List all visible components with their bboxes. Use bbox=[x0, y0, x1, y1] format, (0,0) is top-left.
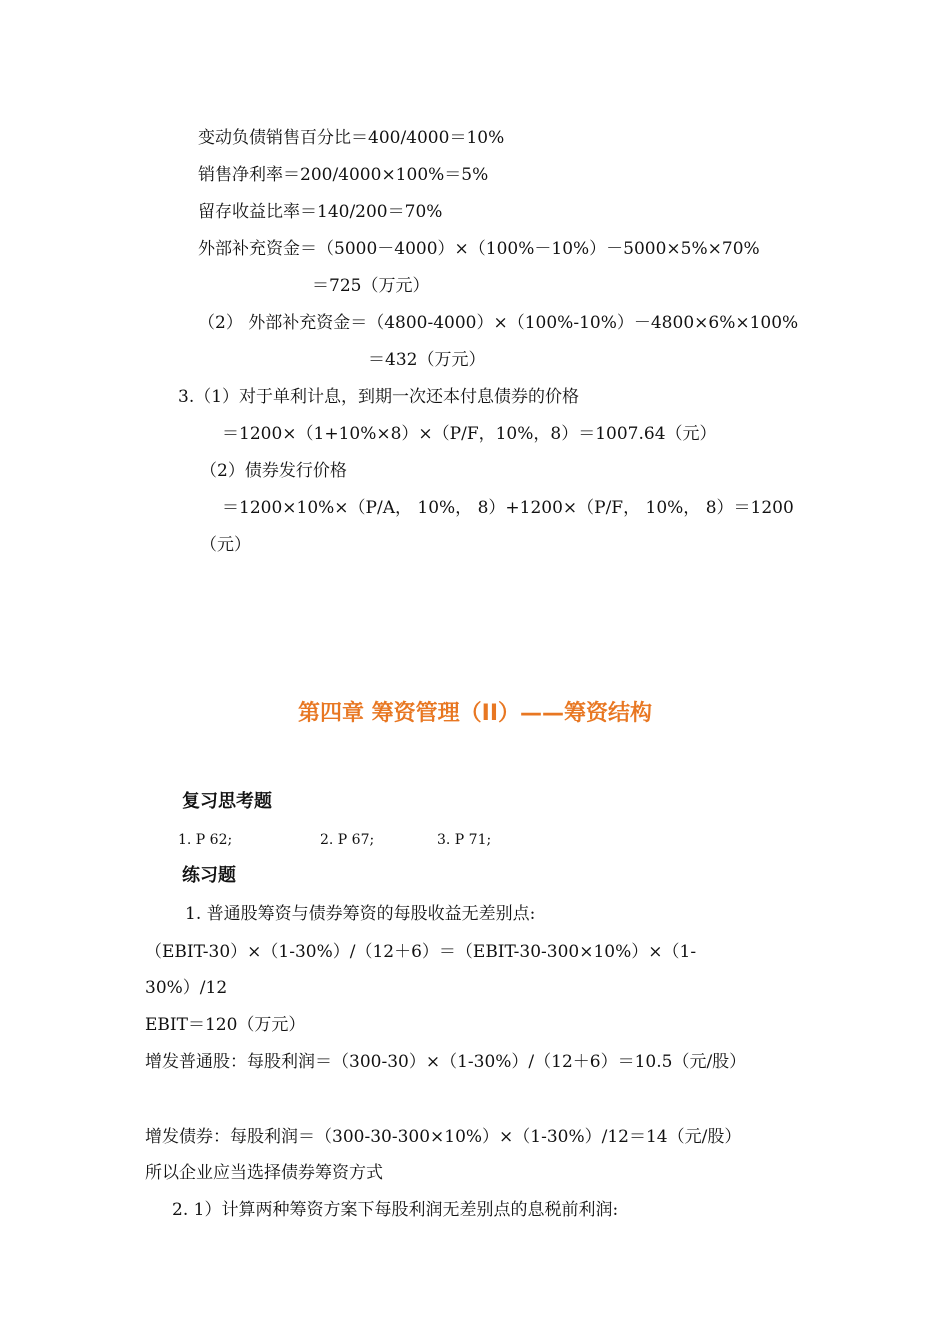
calc-line-external-funds-2-result: ＝432（万元） bbox=[368, 350, 486, 370]
question-3-part-2: （2）债券发行价格 bbox=[200, 461, 347, 481]
ebit-result: EBIT＝120（万元） bbox=[145, 1015, 306, 1035]
calc-line-net-profit-margin: 销售净利率＝200/4000×100%＝5% bbox=[198, 165, 489, 185]
chapter-title: 第四章 筹资管理（II）——筹资结构 bbox=[297, 701, 653, 726]
ebit-equation-cont: 30%）/12 bbox=[145, 978, 228, 998]
review-questions-heading: 复习思考题 bbox=[182, 791, 272, 812]
eps-common-stock: 增发普通股：每股利润＝（300-30）×（1-30%）/（12＋6）＝10.5（元/股） bbox=[145, 1052, 747, 1072]
exercise-1-intro: 1. 普通股筹资与债券筹资的每股收益无差别点: bbox=[185, 904, 536, 924]
ebit-equation: （EBIT-30）×（1-30%）/（12＋6）＝（EBIT-30-300×10%）×（1- bbox=[145, 942, 697, 962]
conclusion: 所以企业应当选择债券筹资方式 bbox=[145, 1163, 383, 1183]
calc-line-variable-liability-ratio: 变动负债销售百分比＝400/4000＝10% bbox=[198, 128, 505, 148]
issue-price-formula: ＝1200×10%×（P/A， 10%， 8）+1200×（P/F， 10%， 8）＝1200 bbox=[222, 498, 794, 518]
review-ref-1: 1. P 62; bbox=[178, 832, 233, 848]
review-ref-3: 3. P 71; bbox=[437, 832, 492, 848]
calc-line-retention-ratio: 留存收益比率＝140/200＝70% bbox=[198, 202, 443, 222]
review-ref-2: 2. P 67; bbox=[320, 832, 375, 848]
calc-line-external-funds: 外部补充资金＝（5000－4000）×（100%－10%）－5000×5%×70% bbox=[198, 239, 760, 259]
issue-price-unit: （元） bbox=[200, 535, 251, 555]
exercise-2-intro: 2. 1）计算两种筹资方案下每股利润无差别点的息税前利润: bbox=[172, 1200, 619, 1220]
eps-bond: 增发债券：每股利润＝（300-30-300×10%）×（1-30%）/12＝14（元/股） bbox=[145, 1127, 742, 1147]
exercises-heading: 练习题 bbox=[182, 865, 236, 886]
bond-price-formula: ＝1200×（1+10%×8）×（P/F，10%，8）＝1007.64（元） bbox=[222, 424, 717, 444]
calc-line-external-funds-2: （2） 外部补充资金＝（4800-4000）×（100%-10%）－4800×6%×100% bbox=[198, 313, 799, 333]
question-3-part-1: 3.（1）对于单利计息，到期一次还本付息债券的价格 bbox=[178, 387, 580, 407]
calc-line-external-funds-result: ＝725（万元） bbox=[312, 276, 430, 296]
